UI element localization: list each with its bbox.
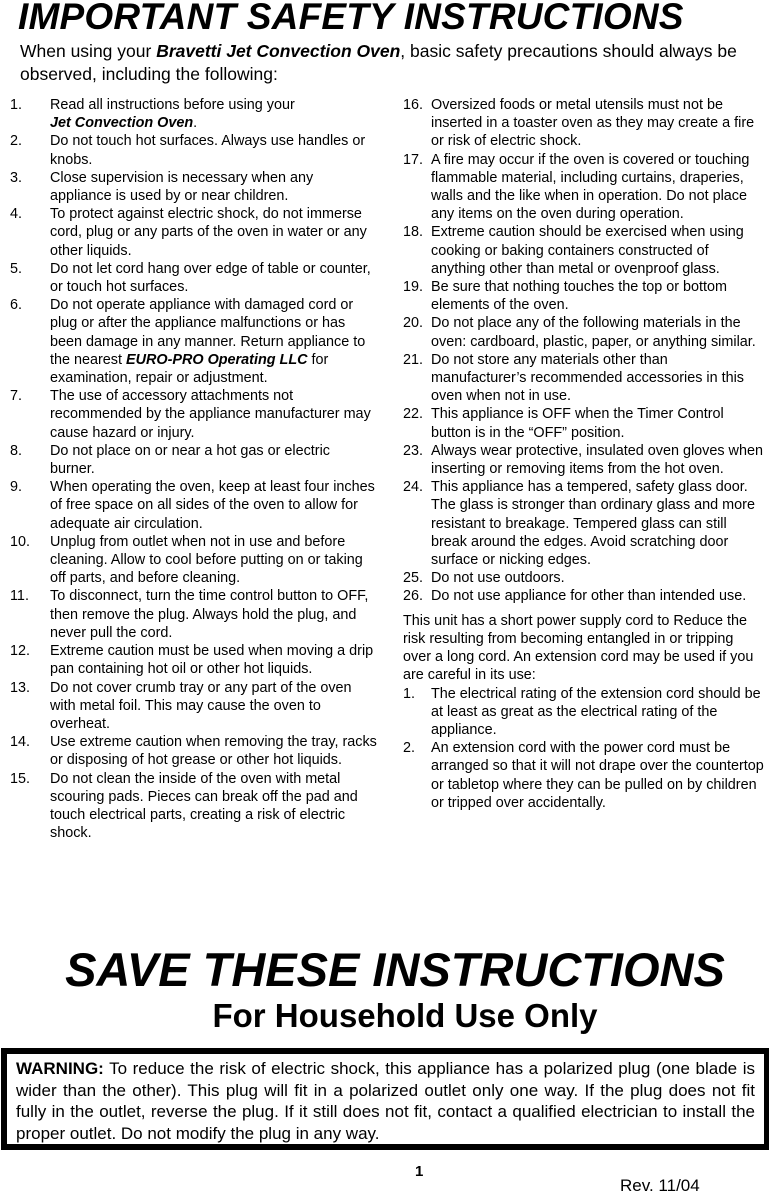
- warning-text: To reduce the risk of electric shock, this appliance has a polarized plug (one blade is wider than the other). This plug will fit in a polarized outlet only one way. If the plug does not fit fully in the outlet, reverse the plug. If it still does not fit, contact a qualified electrician to install the proper outlet. Do not modify the plug in any way.: [16, 1059, 755, 1143]
- revision-label: Rev. 11/04: [620, 1176, 700, 1195]
- left-column: [10, 96, 378, 842]
- cord-list-item: 1. The electrical rating of the extension cord should be at least as great as the electrical rating of the appliance.: [403, 685, 761, 738]
- list-item: 19. Be sure that nothing touches the top or bottom elements of the oven.: [403, 279, 727, 314]
- list-item: 11. To disconnect, turn the time control button to OFF, then remove the plug. Always hold the plug, and never pull the cord.: [10, 588, 369, 641]
- list-item: 16. Oversized foods or metal utensils must not be inserted in a toaster oven as they may create a fire or risk of electric shock.: [403, 97, 755, 150]
- list-item: 22. This appliance is OFF when the Timer Control button is in the “OFF” position.: [403, 406, 724, 441]
- cord-list-item: 2. An extension cord with the power cord must be arranged so that it will not drape over the countertop or tabletop where they can be pulled on by children or tripped over accidentally.: [403, 740, 764, 811]
- list-item: 6. Do not operate appliance with damaged cord or plug or after the appliance malfunctions or has been damage in any manner. Return appliance to the nearest EURO-PRO Operating LLC for examination, repair or adjustment.: [10, 297, 366, 387]
- list-item: 24. This appliance has a tempered, safety glass door. The glass is stronger than ordinary glass and more resistant to breakage. Tempered glass can still break around the edges. Avoid scratching door surface or nicking edges.: [403, 479, 755, 569]
- warning-box: [1, 1048, 769, 1150]
- list-item: 25. Do not use outdoors.: [403, 570, 565, 587]
- list-item: 12. Extreme caution must be used when moving a drip pan containing hot oil or other hot liquids.: [10, 643, 374, 678]
- list-item: 18. Extreme caution should be exercised when using cooking or baking containers constructed of anything other than metal or ovenproof glass.: [403, 224, 744, 277]
- list-item: 26. Do not use appliance for other than intended use.: [403, 588, 747, 605]
- list-item: 3. Close supervision is necessary when any appliance is used by or near children.: [10, 169, 314, 205]
- list-item: 13. Do not cover crumb tray or any part of the oven with metal foil. This may cause the oven to overheat.: [10, 679, 352, 732]
- save-instructions-heading: SAVE THESE INSTRUCTIONS: [65, 943, 725, 996]
- list-item: 14. Use extreme caution when removing the tray, racks or disposing of hot grease or other hot liquids.: [10, 734, 377, 769]
- list-item: 23. Always wear protective, insulated oven gloves when inserting or removing items from the hot oven.: [403, 442, 763, 478]
- list-item: 9. When operating the oven, keep at least four inches of free space on all sides of the oven to allow for adequate air circulation.: [10, 479, 375, 532]
- page-number: 1: [415, 1163, 424, 1180]
- list-item: 10. Unplug from outlet when not in use and before cleaning. Allow to cool before putting on or taking off parts, and before cleaning.: [10, 533, 363, 587]
- right-column: [403, 96, 765, 812]
- list-item: 2. Do not touch hot surfaces. Always use handles or knobs.: [10, 133, 366, 168]
- list-item: 17. A fire may occur if the oven is covered or touching flammable material, including curtains, draperies, walls and the like when in operation. Do not place any items on the oven during operation.: [403, 151, 750, 223]
- list-item: 8. Do not place on or near a hot gas or electric burner.: [10, 442, 330, 478]
- intro-text: When using your Bravetti Jet Convection Oven, basic safety precautions should always be observed, including the following:: [20, 41, 737, 84]
- page-title: IMPORTANT SAFETY INSTRUCTIONS: [18, 0, 684, 37]
- list-item: 1. Read all instructions before using your Jet Convection Oven.: [10, 97, 295, 132]
- list-item: 15. Do not clean the inside of the oven with metal scouring pads. Pieces can break off the pad and touch electrical parts, creating a risk of electric shock.: [10, 770, 358, 842]
- list-item: 7. The use of accessory attachments not recommended by the appliance manufacturer may cause hazard or injury.: [10, 388, 371, 441]
- cord-paragraph: This unit has a short power supply cord to Reduce the risk resulting from becoming entangled in or tripping over a long cord. An extension cord may be used if you are careful in its use:: [403, 612, 754, 684]
- warning-label: WARNING:: [16, 1059, 104, 1078]
- list-item: 4. To protect against electric shock, do not immerse cord, plug or any parts of the oven in water or any other liquids.: [10, 206, 367, 259]
- list-item: 5. Do not let cord hang over edge of table or counter, or touch hot surfaces.: [10, 260, 371, 296]
- product-name: Bravetti Jet Convection Oven: [156, 41, 401, 61]
- household-use-heading: For Household Use Only: [212, 997, 598, 1034]
- list-item: 21. Do not store any materials other than manufacturer’s recommended accessories in this oven when not in use.: [403, 351, 745, 405]
- list-item: 20. Do not place any of the following materials in the oven: cardboard, plastic, paper, or anything similar.: [403, 315, 756, 350]
